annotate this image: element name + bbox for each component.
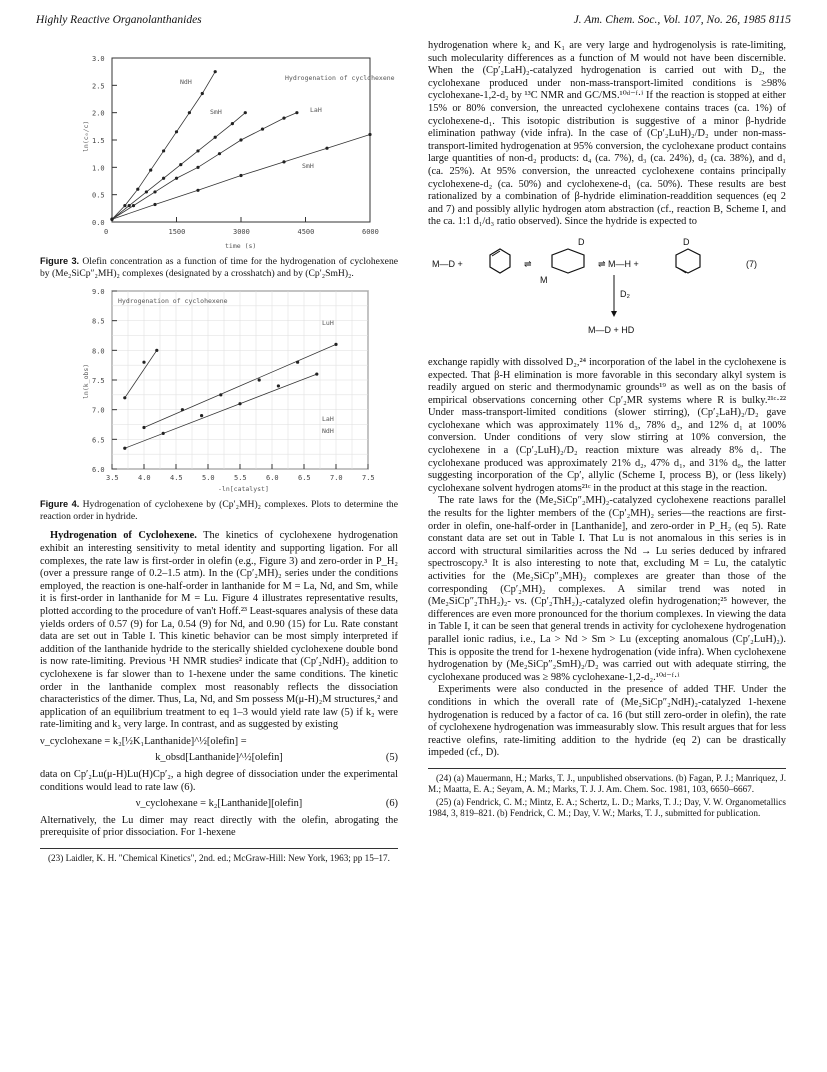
y-tick-label: 2.0 [92,109,105,118]
data-point [153,190,156,193]
data-point [110,218,113,221]
scheme-d2: D₂ [620,288,630,299]
y-tick-label: 8.5 [92,317,105,326]
data-point [196,149,199,152]
y-axis-label: ln(k_obs) [82,363,90,400]
x-tick-label: 0 [104,228,109,236]
footnotes [428,768,786,819]
series-label-smh-b: SmH [302,162,314,170]
label-luh: LuH [322,319,334,328]
footnote-23: (23) Laidler, K. H. "Chemical Kinetics", 2nd. ed.; McGraw-Hill: New York, 1963; pp 15–17. [48,853,390,864]
paragraph: Alternatively, the Lu dimer may react directly with the olefin, abrogating the prerequisite of prior dissociation. For 1-hexene [40,814,398,839]
data-point [325,147,328,150]
x-axis-label: -ln[catalyst] [218,485,269,494]
y-tick-label: 2.5 [92,82,105,91]
y-tick-label: 8.0 [92,347,105,356]
equation-number: (6) [385,798,398,810]
data-point [162,432,165,435]
y-tick-label: 6.5 [92,436,105,445]
figure-4-chart [40,287,398,495]
cyclohexene-ring [490,249,510,273]
data-point [239,138,242,141]
footnote-25: (25) (a) Fendrick, C. M.; Mintz, E. A.; Schertz, L. D.; Marks, T. J.; Day, V. W. Organometallics 1984, 3, 819–821. (b) Fendrick, C. M.; Day, V. W.; Marks, T. J., submitted for publication. [428,796,786,818]
equation-5-line1 [40,736,398,749]
label-lah: LaH [322,415,334,424]
data-point [296,361,299,364]
y-axis-label: ln(c₀/c) [82,120,90,152]
y-tick-label: 7.5 [92,377,105,386]
series-line [112,72,215,220]
data-point [258,379,261,382]
x-tick-label: 7.0 [330,474,343,483]
x-tick-label: 4.0 [138,474,151,483]
data-point [162,149,165,152]
journal-citation: J. Am. Chem. Soc., Vol. 107, No. 26, 1985 8115 [573,14,791,26]
paragraph: The rate laws for the (Me₂SiCp″₂MH)₂-catalyzed cyclohexene reactions parallel the results for the lighter members of the (Cp′₂MH)₂ series—the reactions are first-order in olefin, one-half-order in [Lanthanide], and zero-order in P_H₂ (eq 5). Rate constant data are set out in Table I. That Lu is not anomalous in this series is in accord with structural similarities across the Nd → Lu series deduced by infrared spectroscopy.³ It is also interesting to note that, excluding M = Lu, the catalytic activities for the (Me₂SiCp″₂MH)₂ complexes are greater than those of the corresponding (Cp′₂MH)₂ complexes. A similar trend was noted in (Me₂SiCp″₂ThH₂)₂- vs. (Cp′₂ThH₂)₂-catalyzed olefin hydrogenation;²⁵ however, the differences are even more pronounced for the thorium complexes. In viewing the data in Table I, it can be seen that general trends in activity for cyclohexene hydrogenation parallel ionic radius, i.e., La > Nd > Sm > Lu (excepting anomalous (Cp′₂LuH)₂). This is opposite the trend for 1-hexene hydrogenation (vide infra). When cyclohexene hydrogenation by (Me₂SiCp″₂SmH)₂/D₂ was carried out with adequate stirring, the cyclohexane produced was ≥ 98% cyclohexane-1,2-d₂.¹⁰ᵈ⁻ᶠ·ⁱ [428,495,786,683]
y-tick-label: 1.5 [92,137,105,145]
equilibrium-arrow: ⇌ [524,258,532,269]
running-title: Highly Reactive Organolanthanides [36,14,202,26]
data-point [136,188,139,191]
data-point [162,177,165,180]
data-point [181,408,184,411]
data-point [315,373,318,376]
equation-number: (7) [746,258,757,269]
data-point [218,152,221,155]
data-point [368,133,371,136]
equation-text: ν_cyclohexane = k₂[½K₁Lanthanide]^½[olefin] = [40,735,247,747]
scheme-d-label: D [578,236,585,247]
paragraph: data on Cp′₂Lu(μ-H)Lu(H)Cp′₂, a high degree of dissociation under the experimental conditions would lead to rate law (6). [40,769,398,793]
figure-4 [40,287,398,522]
data-point [214,136,217,139]
data-point [123,396,126,399]
data-point [244,111,247,114]
figure-4-caption [40,499,398,522]
figure-3 [40,40,398,279]
figure-3-chart [40,40,398,252]
data-point [219,393,222,396]
data-point [200,414,203,417]
chart-legend: Hydrogenation of cyclohexene [285,74,395,82]
paragraph: hydrogenation where k₂ and K₁ are very large and hydrogenolysis is rate-limiting, such molecularity differences as a function of M would not have been discernible. When the (Cp′₂LaH)₂-catalyzed hydrogenation is carried out with D₂, the cyclohexane produced under non-mass-transport-limited conditions is ≥98% cyclohexane-1,2-d₂ by ¹³C NMR and GC/MS.¹⁰ᵈ⁻ᶠ·ⁱ If the reaction is stopped at either 15% or 80% conversion, the unreacted cyclohexene contains traces (ca. 1%) of cyclohexene-d₁. This isotopic distribution is suggestive of a minor β-hydride elimination pathway (vide infra). In the case of (Cp′₂LuH)₂/D₂ under non-mass-transport-limited hydrogenation at 95% conversion, the cyclohexane product contains large quantities of non-d₂ products: d₄ (ca. 7%), d₃ (ca. 24%), d₂ (ca. 38%), and d₁ (ca. 25%). At 95% conversion, the unreacted cyclohexene contains principally cyclohexene-d₂ (ca. 50%) and cyclohexene-d₁ (ca. 50%). These results are best rationalized by a combination of β-hydride elimination-readdition sequences (eq 2 and 7) and possibly allylic hydrogen atom abstraction (cf., reaction B, Scheme I, and the ca. 1:1 d₁/d₃ ratio observed). Since the hydride is expected to [428,40,786,228]
double-bond [678,268,686,273]
data-point [201,92,204,95]
scheme-7 [428,233,786,351]
equation-5-line2 [40,752,398,765]
data-point [149,168,152,171]
equation-text: ν_cyclohexane = k₂[Lanthanide][olefin] [135,798,303,810]
y-tick-label: 1.0 [92,164,105,173]
series-label-lah: LaH [310,106,322,114]
x-tick-label: 5.0 [202,474,215,483]
figure-3-caption-text: Olefin concentration as a function of time for the hydrogenation of cyclohexene by (Me₂SiCp″₂MH)₂ complexes (designated by a crosshatch) and by (Cp′₂SmH)₂. [40,256,398,279]
data-point [123,447,126,450]
data-point [196,189,199,192]
paragraph-text: The kinetics of cyclohexene hydrogenation exhibit an interesting sensitivity to metal identity and supporting ligation. For all complexes, the rate law is first-order in olefin (e.g., Figure 3) and zero-order in P_H₂ (over a pressure range of 0.2–1.5 atm). In the (Cp′₂MH)₂ series under the conditions employed, the reaction is one-half-order in lanthanide for M = La, Nd, and Sm, while it is first-order in lanthanide for M = Lu. Figure 4 illustrates representative results, plotted according to the procedure of van't Hoff.²³ Least-squares analysis of these data yields orders of 0.57 (9) for La, 0.54 (9) for Nd, and 0.90 (15) for Lu. Rate constant data are set out in Table I. This kinetic behavior can be most simply interpreted if addition of the lanthanide hydride to the sterically shielded cyclohexene double bond is now rate-limiting. Previous ¹H NMR studies² indicate that (Cp′₂NdH)₂ addition to cyclohexene is far slower than to 1-hexene under the same conditions. The kinetic order in the lanthanide complex most reasonably reflects the dissociation characteristics of the dimer. Thus, La, Nd, and Sm possess M(μ-H)₂M structures,² and application of an equilibrium treatment to eq 1–3 would yield rate law (5) if k₂ were rate-limiting and k₃ very large. In contrast, and as suggested by existing [40,530,398,731]
x-tick-label: 6000 [362,228,379,236]
cyclohexyl-ring [552,249,584,273]
section-heading: Hydrogenation of Cyclohexene. [50,530,197,542]
y-tick-label: 3.0 [92,55,105,63]
data-point [175,130,178,133]
footnotes [40,848,398,864]
scheme-mh: ⇌ M—H + [598,258,639,269]
data-point [231,122,234,125]
y-tick-label: 7.0 [92,406,105,415]
x-tick-label: 1500 [168,228,186,236]
arrow-head [611,311,617,317]
x-tick-label: 3000 [233,228,250,236]
equation-6 [40,798,398,811]
left-column [40,40,398,866]
series-line [112,113,297,220]
paragraph: Experiments were also conducted in the presence of added THF. Under the conditions in which the overall rate of (Me₂SiCp″₂NdH)₂-catalyzed 1-hexene hydrogenation is reduced by a factor of ca. 16 (but still zero-order in olefin), the rate of cyclohexene hydrogenation was immeasurably slow. This result argues that for less reactive olefins, rate-limiting addition to the hydride (eq 2) can be drastically impeded (cf., D). [428,684,786,759]
figure-3-caption [40,256,398,279]
equation-number: (5) [385,752,398,764]
x-tick-label: 3.5 [106,474,119,483]
data-point [214,70,217,73]
data-point [155,349,158,352]
data-point [196,166,199,169]
figure-3-caption-label: Figure 3. [40,256,80,266]
data-point [142,361,145,364]
reaction-scheme [428,233,786,351]
data-point [175,177,178,180]
data-point [142,426,145,429]
data-point [145,190,148,193]
x-tick-label: 4.5 [170,474,183,483]
y-tick-label: 0.5 [92,191,105,200]
fit-line [125,351,157,398]
figure-4-caption-label: Figure 4. [40,499,80,510]
data-point [295,111,298,114]
data-point [282,117,285,120]
paragraph [40,530,398,732]
scheme-md: M—D + [432,258,463,269]
data-point [153,203,156,206]
series-label-ndh: NdH [180,78,192,86]
y-tick-label: 0.0 [92,219,105,227]
data-point [239,174,242,177]
series-label-smh-a: SmH [210,108,222,116]
figure-4-caption-text: Hydrogenation of cyclohexene by (Cp′₂MH)₂ complexes. Plots to determine the reaction order in hydride. [40,499,398,522]
x-tick-label: 6.0 [266,474,279,483]
x-tick-label: 6.5 [298,474,311,483]
data-point [179,163,182,166]
right-column [428,40,786,821]
paragraph: exchange rapidly with dissolved D₂,²⁴ incorporation of the label in the cyclohexene is expected. That β-H elimination is more favorable in this secondary alkyl system is readily argued on steric and thermodynamic grounds¹⁹ as well as on the basis of empirical observations concerning other Cp′₂MR systems where R is bulky.²¹ᶜ·²² Under mass-transport-limited conditions (slower stirring), (Cp′₂LaH)₂/D₂ gave cyclohexane which was approximately 11% d₃, 78% d₂, and 12% d₁ at 100% conversion. Under conditions of very slow stirring at 10% conversion, the cyclohexene in a (Cp′₂LuH)₂/D₂ reaction mixture was already 8% d₁. The cyclohexane produced was approximately 21% d₂, 47% d₁, and 31% d₀, the latter suggesting incorporation of the Cp′, allylic (Scheme I, process B), or (less likely) cyclohexane solvent hydrogen atoms²¹ᶜ in the product at this stage in the reaction. [428,356,786,494]
y-tick-label: 9.0 [92,288,105,297]
y-tick-label: 6.0 [92,466,105,475]
footnote-24: (24) (a) Mauermann, H.; Marks, T. J., unpublished observations. (b) Fagan, P. J.; Manriquez, J. M.; Maatta, E. A.; Seyam, A. M.; Marks, T. J. J. Am. Chem. Soc. 1981, 103, 6650–6667. [428,772,786,794]
data-point [128,204,131,207]
x-axis-label: time (s) [225,242,257,250]
data-point [261,127,264,130]
chart-legend: Hydrogenation of cyclohexene [118,297,228,306]
equation-text: k_obsd[Lanthanide]^½[olefin] [155,752,283,764]
data-point [282,160,285,163]
scheme-d-label-2: D [683,236,690,247]
scheme-md-hd: M—D + HD [588,324,635,335]
x-tick-label: 5.5 [234,474,247,483]
data-point [132,204,135,207]
data-point [277,385,280,388]
data-point [123,204,126,207]
data-point [238,402,241,405]
x-tick-label: 7.5 [362,474,375,483]
scheme-m-label: M [540,274,548,285]
data-point [334,343,337,346]
x-tick-label: 4500 [297,228,315,236]
label-ndh: NdH [322,427,334,436]
data-point [188,111,191,114]
